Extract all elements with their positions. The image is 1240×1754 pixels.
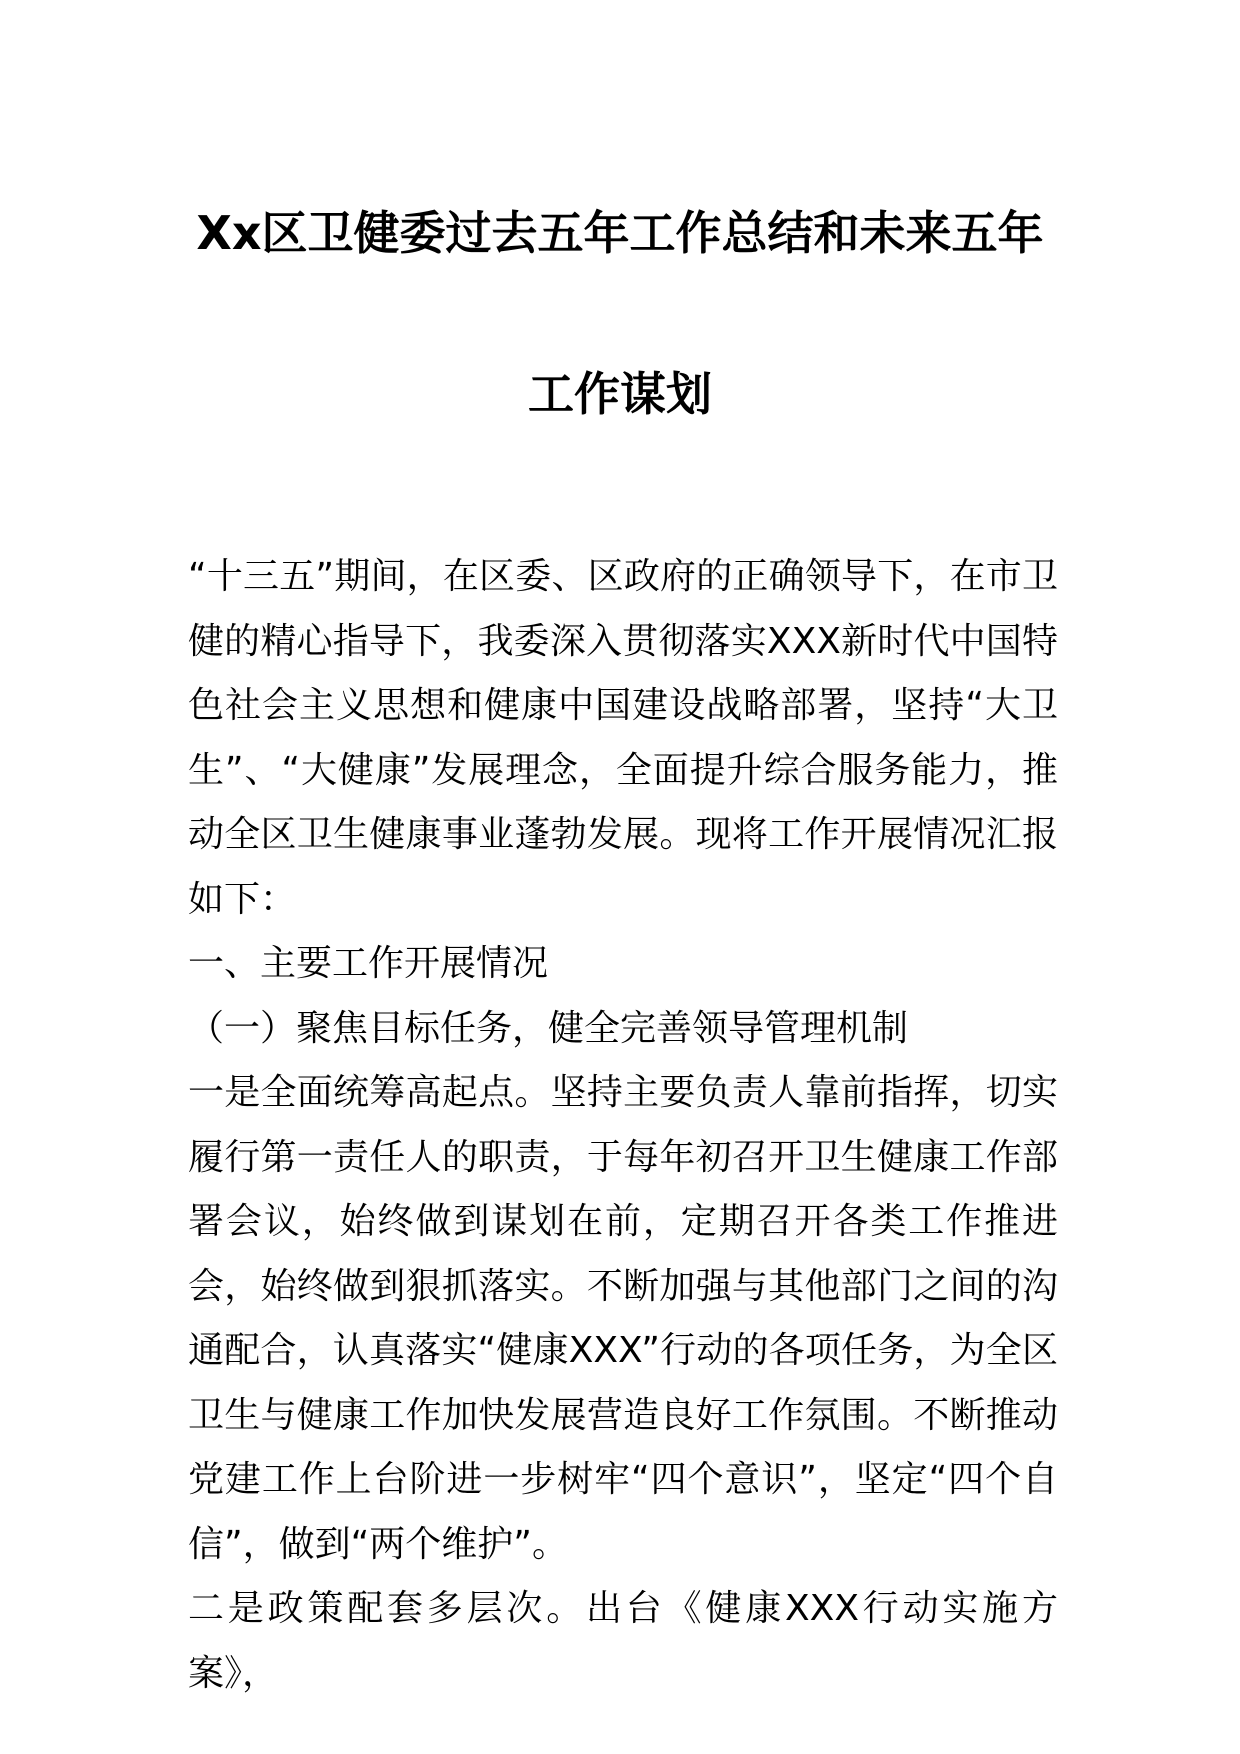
intro-paragraph: “十三五”期间，在区委、区政府的正确领导下，在市卫健的精心指导下，我委深入贯彻落实XXX新时代中国特色社会主义思想和健康中国建设战略部署，坚持“大卫生”、“大健康”发展理念，全面提升综合服务能力，推动全区卫生健康事业蓬勃发展。现将工作开展情况汇报如下： xyxy=(188,556,1058,920)
document-title-line-2: 工作谋划 xyxy=(528,367,712,421)
document-body xyxy=(188,545,1058,1706)
point-one-paragraph: 一是全面统筹高起点。坚持主要负责人靠前指挥，切实履行第一责任人的职责，于每年初召开卫生健康工作部署会议，始终做到谋划在前，定期召开各类工作推进会，始终做到狠抓落实。不断加强与其他部门之间的沟通配合，认真落实“健康XXX”行动的各项任务，为全区卫生与健康工作加快发展营造良好工作氛围。不断推动党建工作上台阶进一步树牢“四个意识”，坚定“四个自信”，做到“两个维护”。 xyxy=(188,1072,1058,1565)
section-heading: 一、主要工作开展情况 xyxy=(188,943,549,984)
point-two-paragraph: 二是政策配套多层次。出台《健康XXX行动实施方案》， xyxy=(188,1588,1058,1694)
document-title-line-1: Xx区卫健委过去五年工作总结和未来五年 xyxy=(196,206,1044,260)
subsection-heading: （一）聚焦目标任务，健全完善领导管理机制 xyxy=(188,1007,909,1049)
